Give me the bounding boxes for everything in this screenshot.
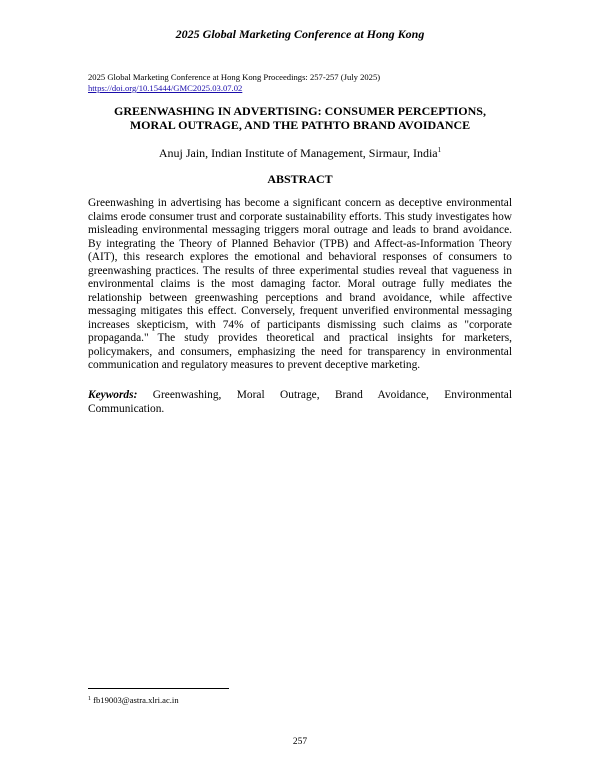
paper-title xyxy=(88,104,512,132)
keywords-paragraph xyxy=(88,389,512,416)
footnote-divider xyxy=(88,688,229,689)
proceedings-citation: 2025 Global Marketing Conference at Hong Kong Proceedings: 257-257 (July 2025) xyxy=(88,72,381,82)
footnote xyxy=(88,695,179,705)
page-number: 257 xyxy=(292,737,308,747)
footnote-marker: 1 xyxy=(88,696,91,702)
paper-title-line-2: MORAL OUTRAGE, AND THE PATHTO BRAND AVOIDANCE xyxy=(129,118,471,132)
running-header: 2025 Global Marketing Conference at Hong Kong xyxy=(175,27,425,41)
footnote-email: fb19003@astra.xlri.ac.in xyxy=(91,695,179,705)
abstract-heading: ABSTRACT xyxy=(267,172,333,186)
author-affiliation xyxy=(0,146,600,161)
keywords-text: Greenwashing, Moral Outrage, Brand Avoidance, Environmental Communication. xyxy=(88,389,512,415)
abstract-body: Greenwashing in advertising has become a significant concern as deceptive environmental claims erode consumer trust and corporate sustainability efforts. This study investigates how misleading environmental messaging triggers moral outrage and leads to brand avoidance. By integrating the Theory of Planned Behavior (TPB) and Affect-as-Information Theory (AIT), this research explores the emotional and behavioral responses of consumers to greenwashing practices. The results of three experimental studies reveal that vagueness in environmental claims is the most damaging factor. Moral outrage fully mediates the relationship between greenwashing perceptions and brand avoidance, while affective messaging mitigates this effect. Conversely, frequent unverified environmental messaging increases skepticism, with 74% of participants dismissing such claims as "corporate propaganda." The study provides theoretical and practical insights for marketers, policymakers, and consumers, emphasizing the need for transparency in environmental communication and regulatory measures to prevent deceptive marketing. xyxy=(88,197,512,371)
paper-title-line-1: GREENWASHING IN ADVERTISING: CONSUMER PERCEPTIONS, xyxy=(114,104,486,118)
author-name: Anuj Jain, Indian Institute of Management, Sirmaur, India xyxy=(158,146,438,160)
keywords-label: Keywords: xyxy=(88,389,138,401)
doi-link[interactable]: https://doi.org/10.15444/GMC2025.03.07.02 xyxy=(88,83,243,93)
citation-block xyxy=(88,72,380,94)
author-footnote-marker: 1 xyxy=(437,146,442,154)
